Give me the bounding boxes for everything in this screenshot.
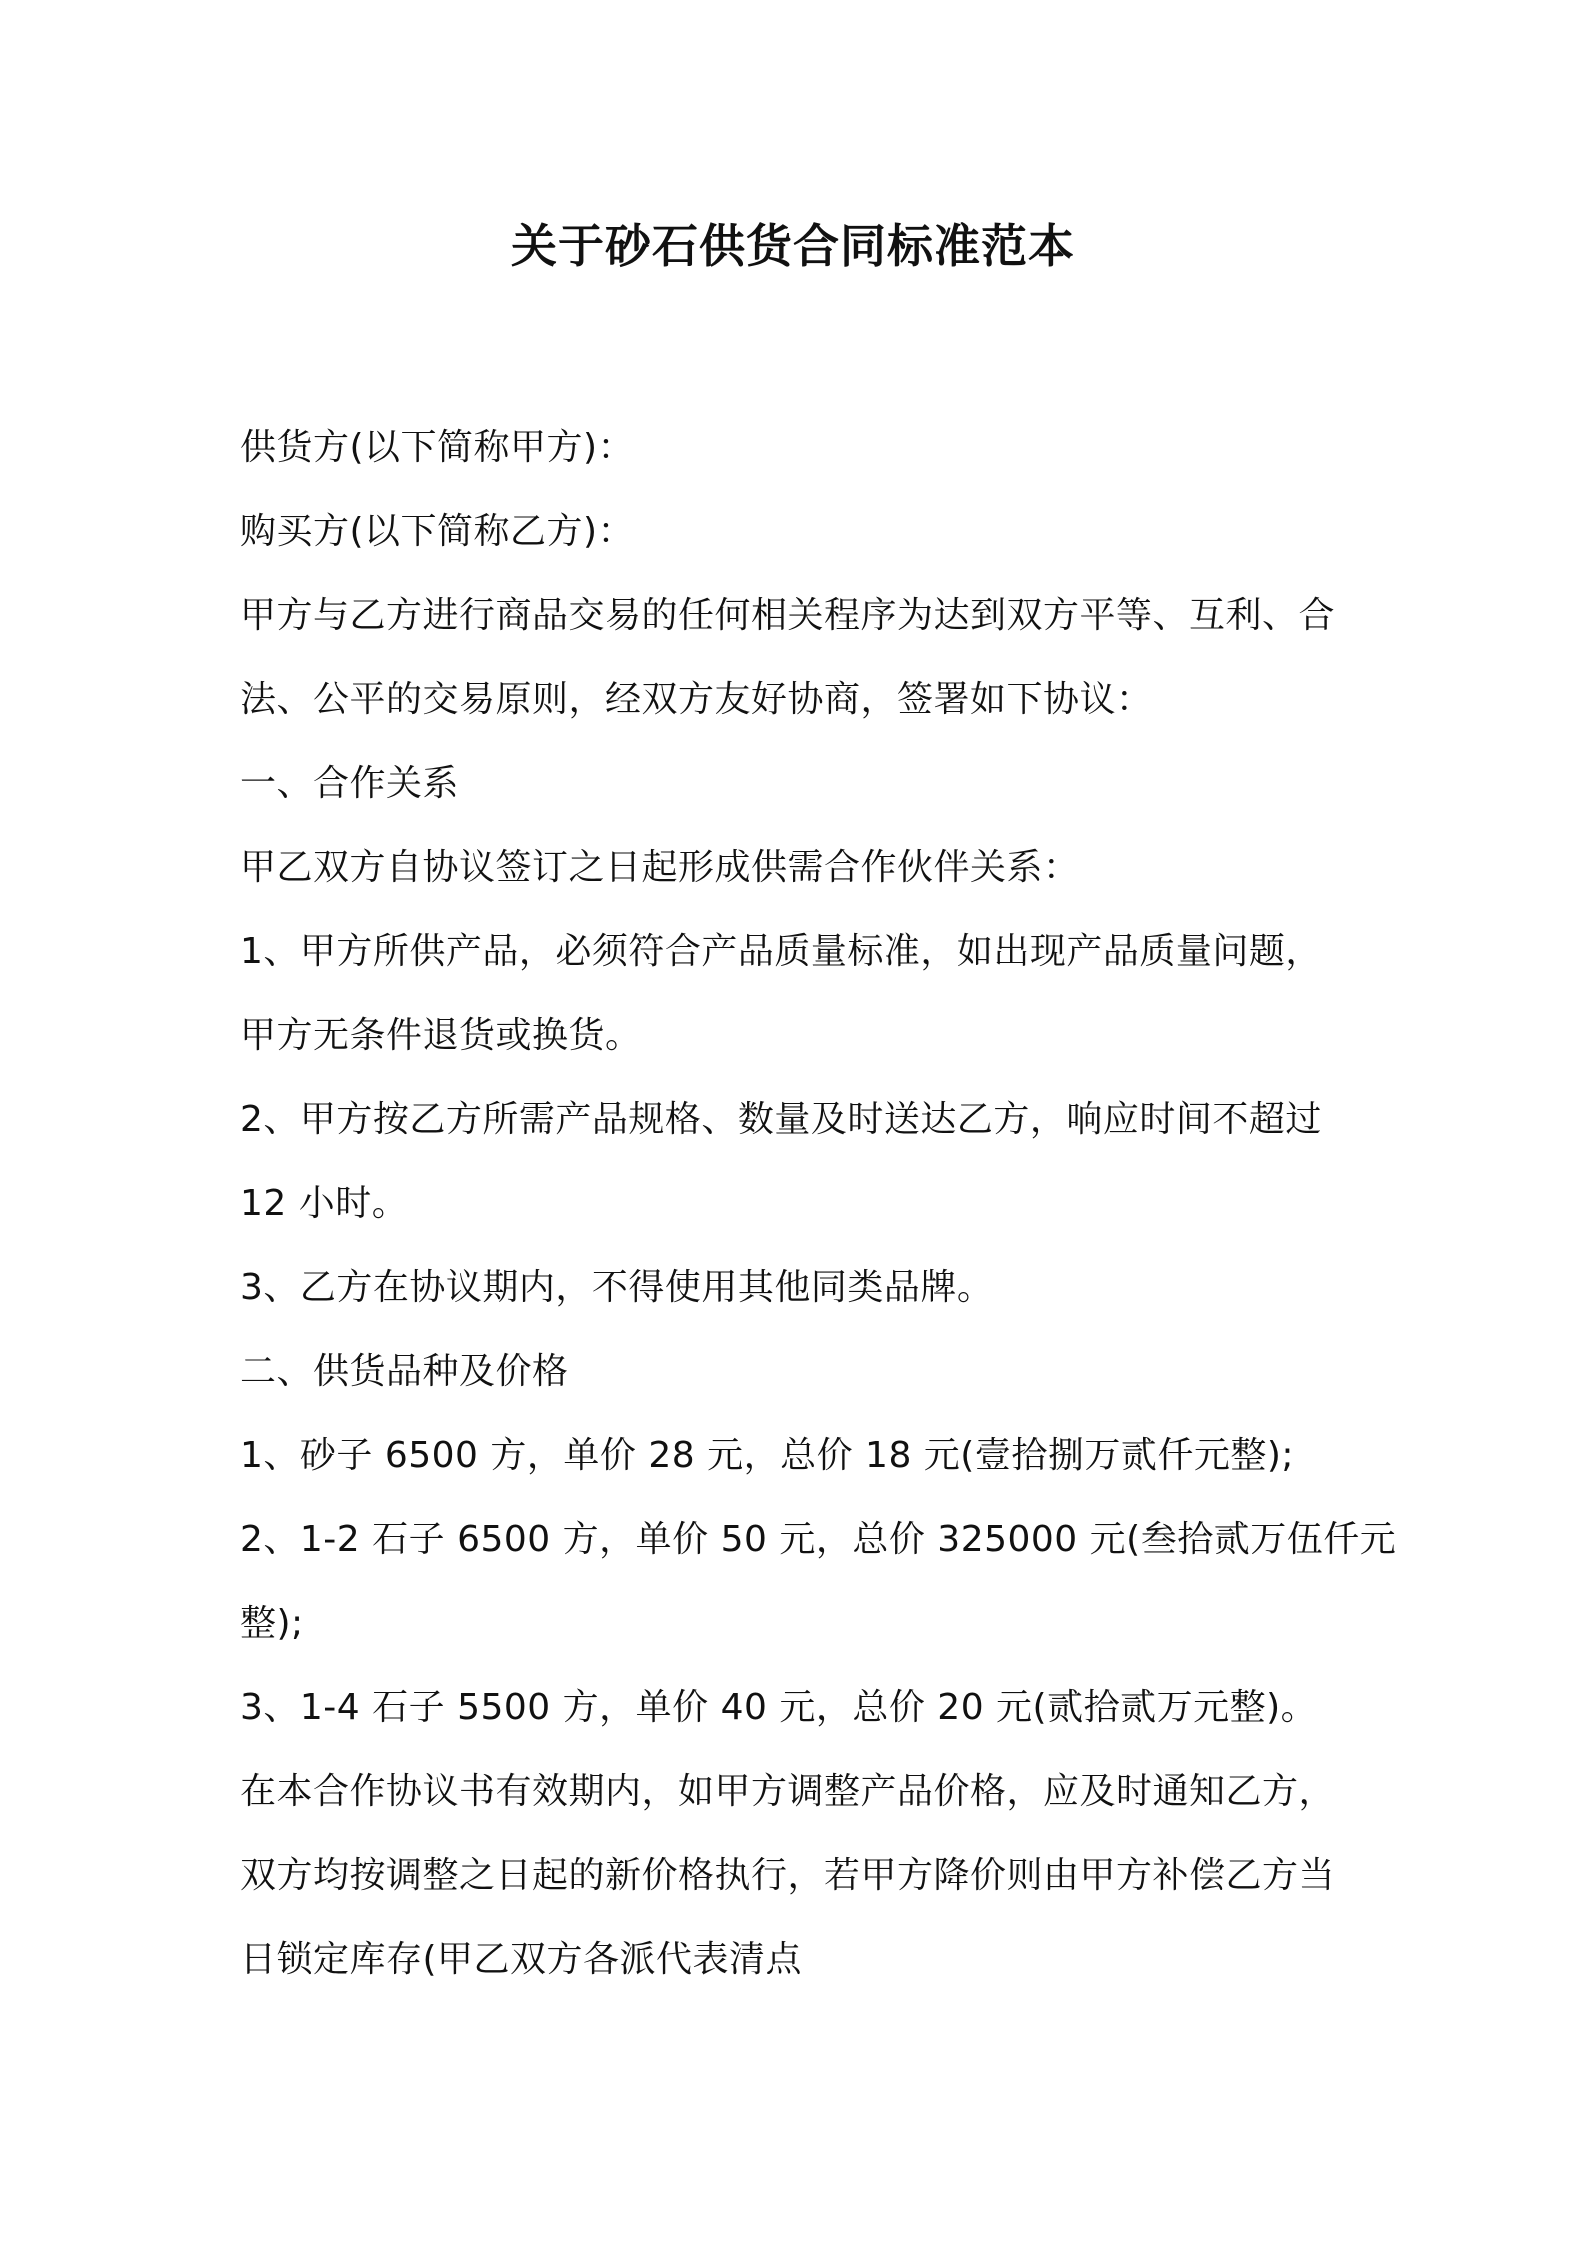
preamble-line: 法、公平的交易原则，经双方友好协商，签署如下协议： <box>240 679 1153 720</box>
price-item-line: 整); <box>240 1603 304 1644</box>
document-title: 关于砂石供货合同标准范本 <box>511 219 1075 273</box>
document-body <box>240 406 1397 2002</box>
clause-line: 甲方无条件退货或换货。 <box>240 1015 642 1056</box>
clause-line: 1、甲方所供产品，必须符合产品质量标准，如出现产品质量问题， <box>240 931 1322 972</box>
clause-line: 12 小时。 <box>240 1183 409 1224</box>
buyer-line: 购买方(以下简称乙方)： <box>240 511 635 552</box>
price-item-line: 3、1-4 石子 5500 方，单价 40 元，总价 20 元(贰拾贰万元整)。 <box>240 1687 1318 1728</box>
section-heading-products-prices: 二、供货品种及价格 <box>240 1351 569 1392</box>
section-heading-cooperation: 一、合作关系 <box>240 763 460 804</box>
paragraph-line: 双方均按调整之日起的新价格执行，若甲方降价则由甲方补偿乙方当 <box>240 1855 1336 1896</box>
price-item-line: 2、1-2 石子 6500 方，单价 50 元，总价 325000 元(叁拾贰万伍仟元 <box>240 1519 1397 1560</box>
paragraph-line: 日锁定库存(甲乙双方各派代表清点 <box>240 1939 803 1980</box>
price-item-line: 1、砂子 6500 方，单价 28 元，总价 18 元(壹拾捌万贰仟元整); <box>240 1435 1295 1476</box>
paragraph-line: 在本合作协议书有效期内，如甲方调整产品价格，应及时通知乙方， <box>240 1771 1336 1812</box>
clause-line: 2、甲方按乙方所需产品规格、数量及时送达乙方，响应时间不超过 <box>240 1099 1322 1140</box>
clause-line: 3、乙方在协议期内，不得使用其他同类品牌。 <box>240 1267 994 1308</box>
preamble-line: 甲方与乙方进行商品交易的任何相关程序为达到双方平等、互利、合 <box>240 595 1336 636</box>
paragraph-line: 甲乙双方自协议签订之日起形成供需合作伙伴关系： <box>240 847 1080 888</box>
supplier-line: 供货方(以下简称甲方)： <box>240 427 635 468</box>
